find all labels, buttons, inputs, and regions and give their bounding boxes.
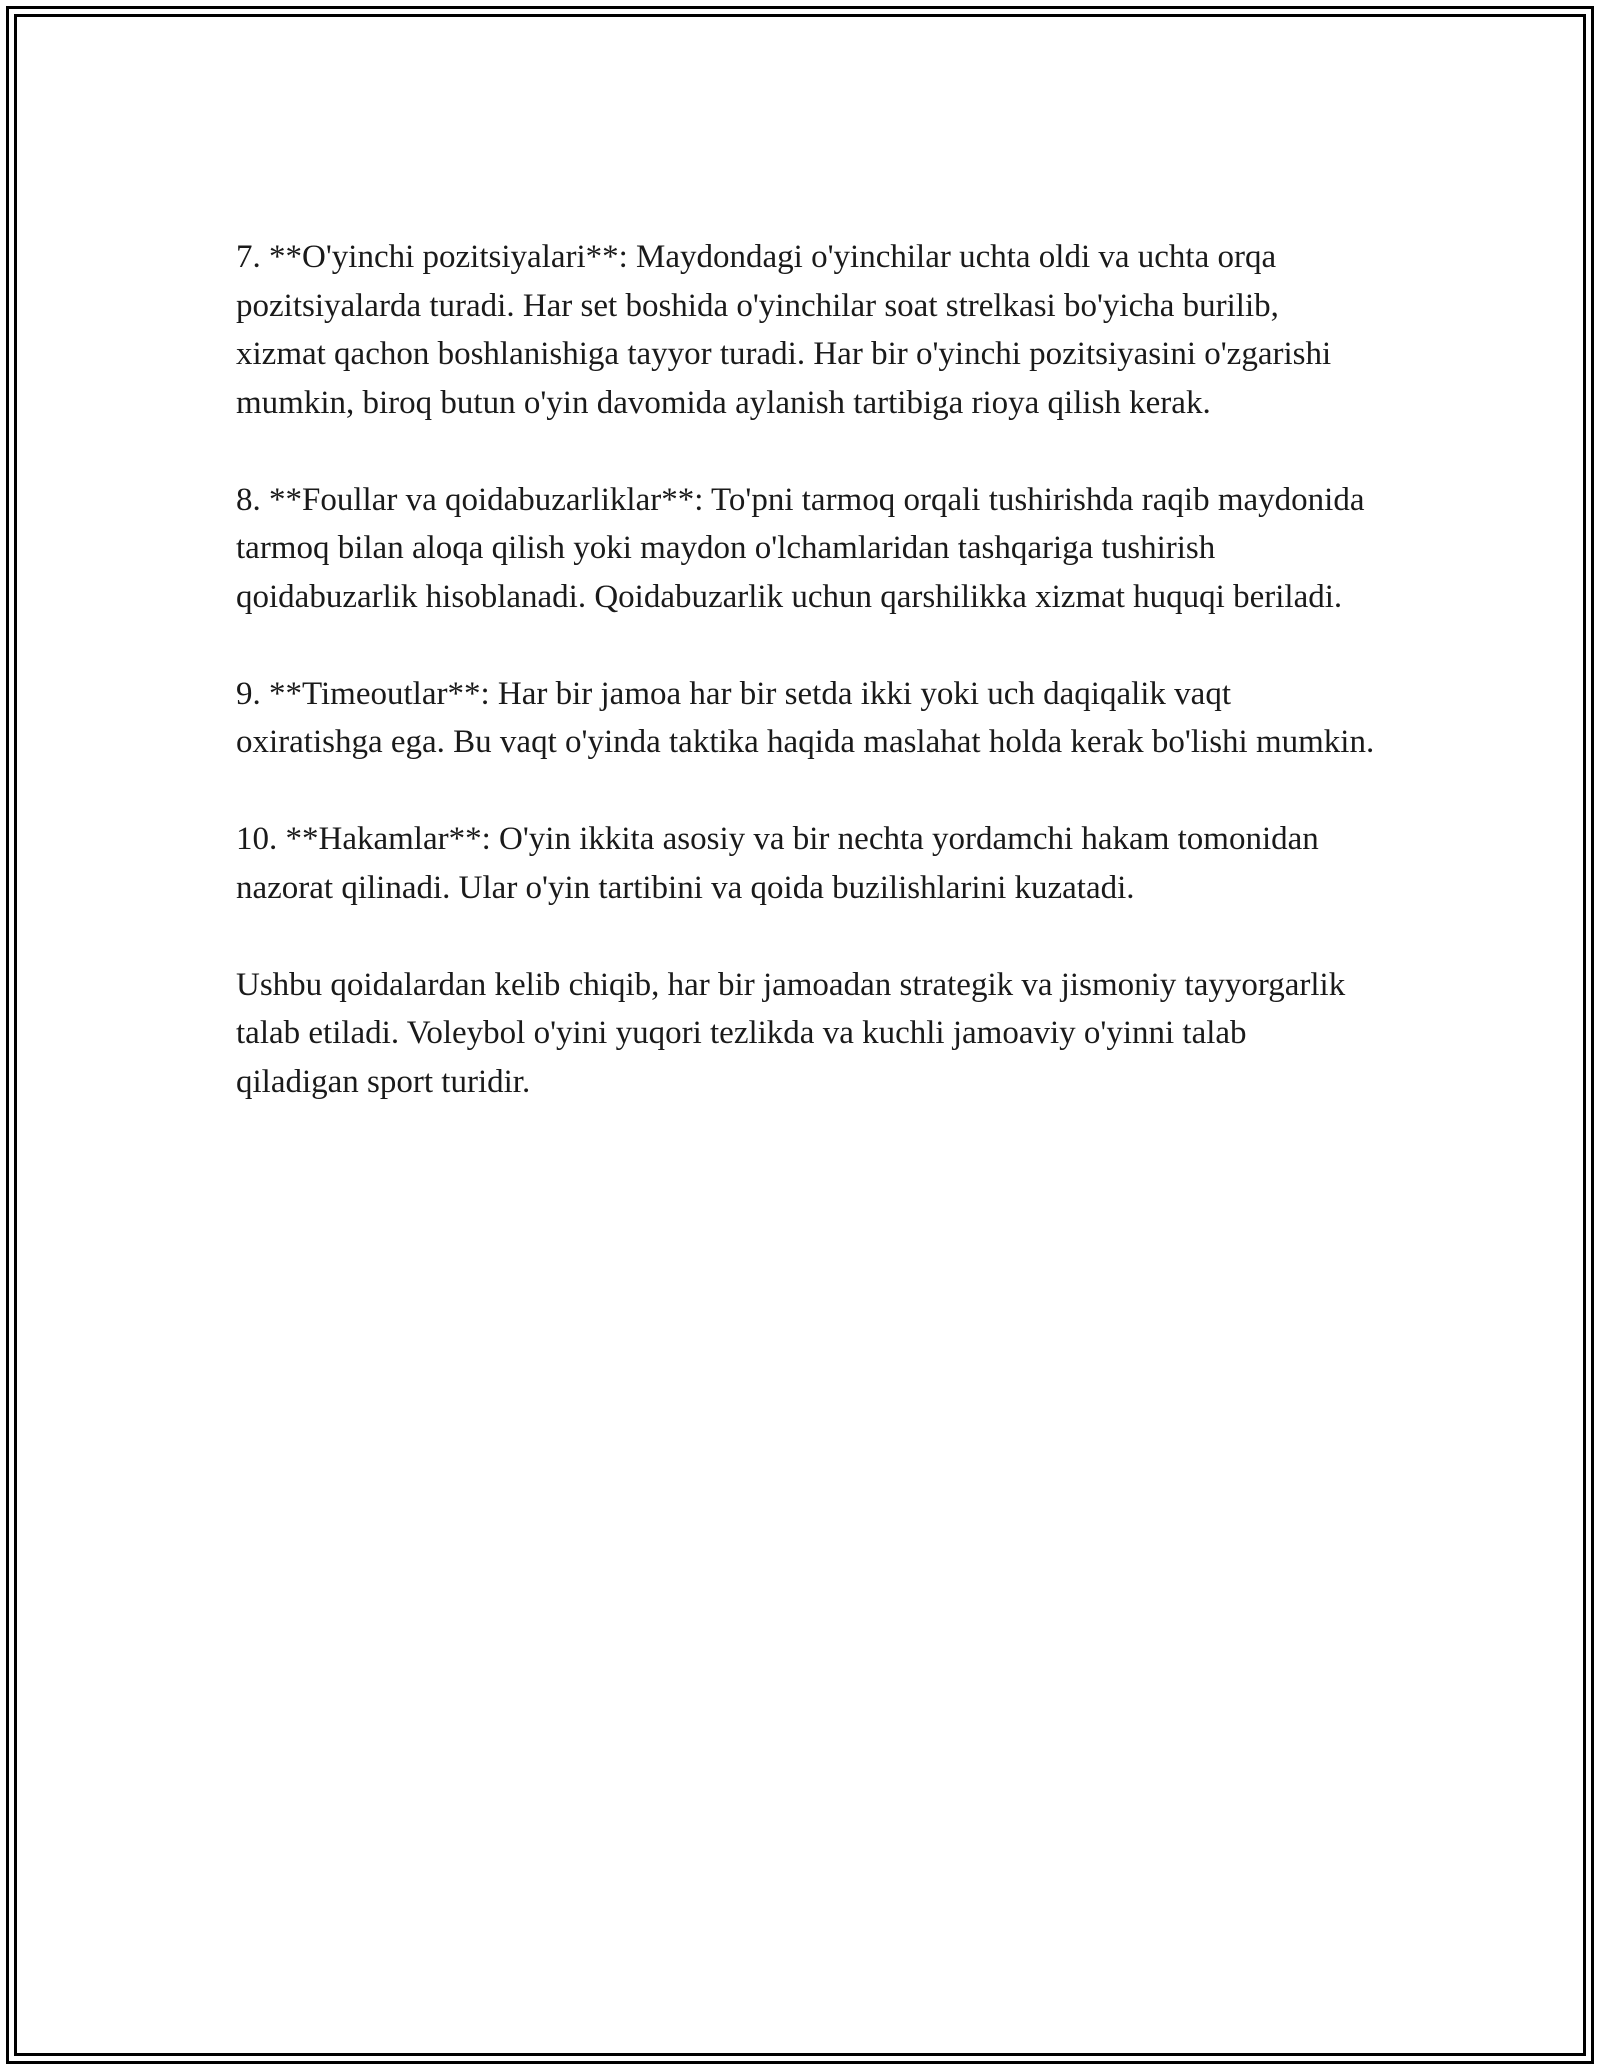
- paragraph-referees: 10. **Hakamlar**: O'yin ikkita asosiy va bir nechta yordamchi hakam tomonidan nazorat qilinadi. Ular o'yin tartibini va qoida buzilishlarini kuzatadi.: [236, 821, 1319, 906]
- document-body: [236, 233, 1376, 1155]
- paragraph-timeouts: 9. **Timeoutlar**: Har bir jamoa har bir setda ikki yoki uch daqiqalik vaqt oxiratishga ega. Bu vaqt o'yinda taktika haqida maslahat holda kerak bo'lishi mumkin.: [236, 675, 1375, 760]
- paragraph-player-positions: 7. **O'yinchi pozitsiyalari**: Maydondagi o'yinchilar uchta oldi va uchta orqa pozitsiyalarda turadi. Har set boshida o'yinchilar soat strelkasi bo'yicha burilib, xizmat qachon boshlanishiga tayyor turadi. Har bir o'yinchi pozitsiyasini o'zgarishi mumkin, biroq butun o'yin davomida aylanish tartibiga rioya qilish kerak.: [236, 239, 1332, 421]
- paragraph-conclusion: Ushbu qoidalardan kelib chiqib, har bir jamoadan strategik va jismoniy tayyorgarlik talab etiladi. Voleybol o'yini yuqori tezlikda va kuchli jamoaviy o'yinni talab qiladigan sport turidir.: [236, 966, 1346, 1100]
- paragraph-fouls: 8. **Foullar va qoidabuzarliklar**: To'pni tarmoq orqali tushirishda raqib maydonida tarmoq bilan aloqa qilish yoki maydon o'lchamlaridan tashqariga tushirish qoidabuzarlik hisoblanadi. Qoidabuzarlik uchun qarshilikka xizmat huquqi beriladi.: [236, 481, 1365, 615]
